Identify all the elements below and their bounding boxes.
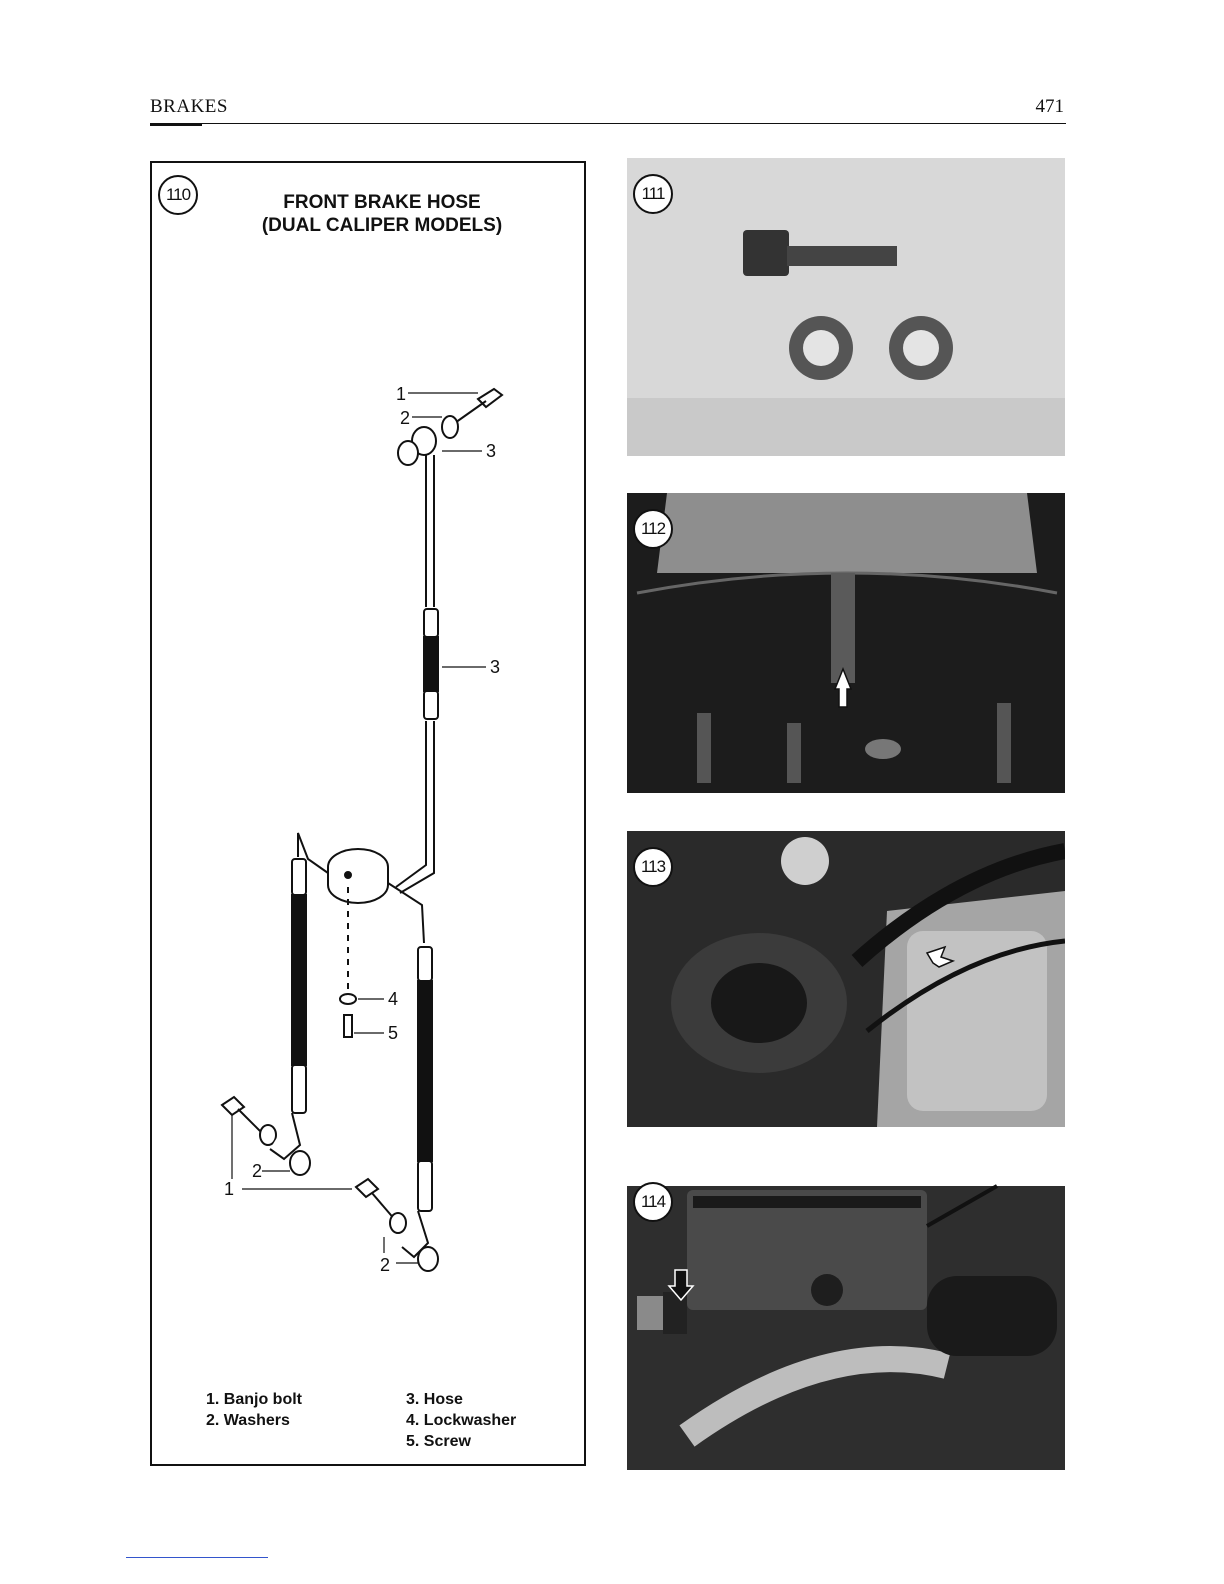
figure-110-title: [192, 191, 572, 237]
junction-mounting-hole: [345, 872, 351, 878]
figure-111-number-badge: 111: [633, 174, 673, 214]
left-hose-fitting-bottom: [292, 1065, 306, 1113]
legend-left-column: [206, 1389, 302, 1431]
hose-junction-underside-photo: [627, 493, 1065, 793]
lower-metal-line-b: [400, 721, 434, 893]
callout-label: 2: [380, 1255, 391, 1275]
callout-label: 2: [252, 1161, 263, 1181]
callout-label: 3: [490, 657, 501, 677]
legend-item: 5. Screw: [406, 1433, 471, 1450]
junction-block-side: [328, 867, 388, 903]
figure-110-title-line-2: (DUAL CALIPER MODELS): [261, 215, 503, 236]
screw-part: [344, 1015, 352, 1037]
footer-link-underline: [126, 1557, 268, 1558]
callout-label: 1: [224, 1179, 235, 1199]
upper-washer-a: [442, 416, 458, 438]
lockwasher-part: [340, 994, 356, 1004]
right-lower-washer-a: [390, 1213, 406, 1233]
callout-label: 3: [486, 441, 497, 461]
hose-exploded-view: [152, 163, 588, 1468]
callout-label: 2: [400, 408, 411, 428]
upper-hose-fitting-bottom: [424, 691, 438, 719]
legend-item: 1. Banjo bolt: [206, 1391, 302, 1408]
figure-113-photo: [627, 831, 1065, 1127]
figure-114-number-badge: 114: [633, 1182, 673, 1222]
figure-114-photo: [627, 1166, 1065, 1470]
lower-metal-line-a: [396, 721, 426, 887]
left-hose-fitting-top: [292, 859, 306, 895]
left-rubber-hose: [292, 895, 306, 1065]
left-lower-washer-a: [260, 1125, 276, 1145]
callout-label: 4: [388, 989, 399, 1009]
legend-right-column: [406, 1389, 516, 1452]
left-lower-washer-b: [290, 1151, 310, 1175]
right-rubber-hose: [418, 981, 432, 1161]
header-rule: [150, 123, 1066, 124]
legend-item: 4. Lockwasher: [406, 1412, 517, 1429]
upper-washer-b: [398, 441, 418, 465]
figure-110-front-brake-hose-diagram: [150, 161, 586, 1466]
right-lower-washer-b: [418, 1247, 438, 1271]
legend-item: 3. Hose: [406, 1391, 463, 1408]
right-hose-fitting-top: [418, 947, 432, 981]
upper-rubber-hose: [424, 637, 438, 691]
right-hose-fitting-bottom: [418, 1161, 432, 1211]
legend-item: 2. Washers: [206, 1412, 290, 1429]
figure-112-photo: [627, 493, 1065, 793]
figure-110-title-line-1: FRONT BRAKE HOSE: [283, 192, 481, 213]
callout-label: 5: [388, 1023, 399, 1043]
figure-110-number-badge: 110: [158, 175, 198, 215]
callout-label: 1: [396, 384, 407, 404]
figure-112-number-badge: 112: [633, 509, 673, 549]
section-title: BRAKES: [150, 96, 228, 117]
figure-113-number-badge: 113: [633, 847, 673, 887]
page-number: 471: [1035, 96, 1064, 117]
banjo-bolt-and-washers-photo: [627, 158, 1065, 456]
right-lower-banjo-bolt-head: [356, 1179, 378, 1197]
right-branch-line: [388, 883, 424, 943]
header-rule-accent: [150, 123, 202, 126]
master-cylinder-banjo-photo: [627, 1166, 1065, 1470]
upper-hose-fitting-top: [424, 609, 438, 637]
figure-111-photo: [627, 158, 1065, 456]
caliper-hose-connection-photo: [627, 831, 1065, 1127]
